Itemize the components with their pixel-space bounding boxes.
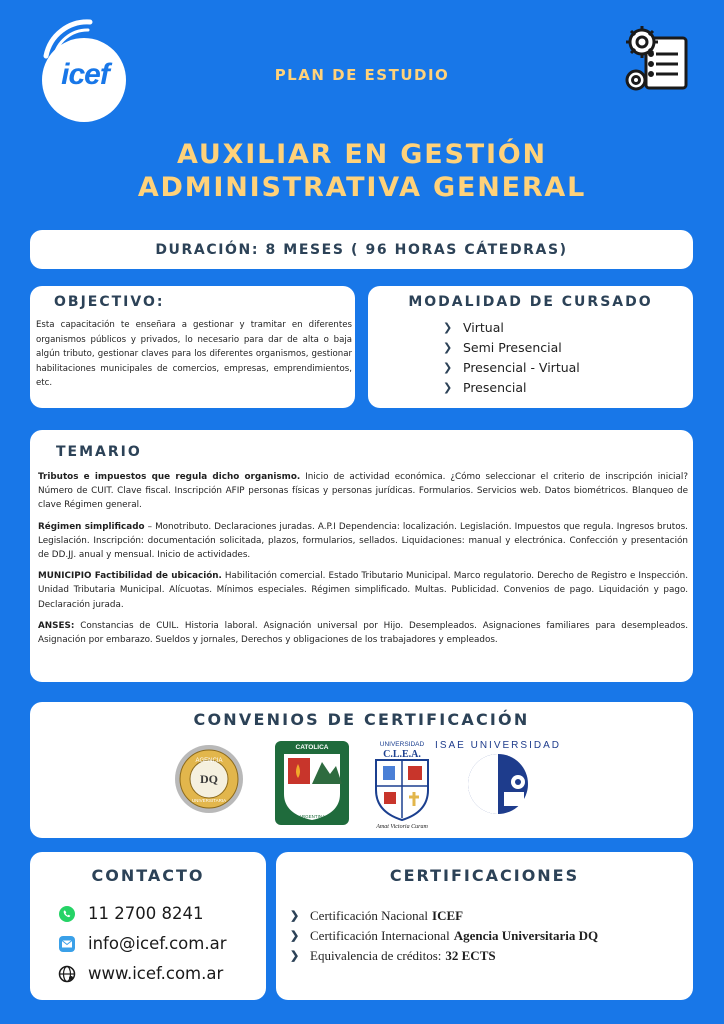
objective-title: OBJECTIVO: [54,294,165,310]
convenios-title: CONVENIOS DE CERTIFICACIÓN [193,710,530,729]
modalidad-item: Presencial - Virtual [463,360,580,375]
temario-section-heading: MUNICIPIO Factibilidad de ubicación. [38,571,222,582]
phone-number: 11 2700 8241 [88,904,204,923]
icef-logo [38,16,140,108]
temario-section-text: Habilitación comercial. Estado Tributario Municipal. Marco regulatorio. Derecho de Registro e Inspección. Unidad Tributaria Municipal. Alícuotas. Mínimos especiales. Régimen simplificado. Multas. Publicidad. Convenios de pago. Liquidación y pago. Declaración jurada. [38,571,688,610]
contacto-card [30,852,266,1000]
temario-title: TEMARIO [56,444,142,460]
email-row[interactable] [58,934,227,953]
web-row[interactable] [58,964,223,983]
modalidad-title: MODALIDAD DE CURSADO [408,294,653,310]
plan-label: PLAN DE ESTUDIO [274,66,450,84]
svg-text:CATOLICA: CATOLICA [295,744,329,751]
list-item [290,946,598,966]
temario-section-heading: Tributos e impuestos que regula dicho organismo. [38,472,301,482]
cert-text: Certificación Nacional [310,908,429,923]
list-item [443,338,580,358]
svg-text:UNIVERSITARIA: UNIVERSITARIA [191,798,227,803]
duration-card [30,230,693,269]
temario-section-text: – Monotributo. Declaraciones juradas. A.P.I Dependencia: localización. Legislación. Impuestos que regula. Ingresos brutos. Legislación. Inscripción: documentación solicitada, plazos, formularios, sellados. Liquidaciones: manual y electrónica. Confección y presentación de DD.JJ. anual y mensual. Inicio de actividades. [38,521,688,561]
chevron-right-icon: ❯ [290,950,300,962]
chevron-right-icon: ❯ [290,910,300,922]
temario-section-text: Inicio de actividad económica. ¿Cómo seleccionar el criterio de inscripción inicial? Número de CUIT. Clave fiscal. Inscripción AFIP personas físicas y personas jurídicas. Formularios. Servicios web. Datos biométricos. Blanqueo de clave Régimen general. [38,472,688,511]
certificaciones-card [276,852,693,1000]
clea-seal [370,738,434,830]
email-icon [58,935,76,953]
temario-section-text: Constancias de CUIL. Historia laboral. Asignación universal por Hijo. Desempleados. Asignaciones familiares para desempleados. Asignación por embarazo. Sueldos y jornales, Derechos y obligaciones de los trabajadores y empleados. [38,620,688,646]
chevron-right-icon: ❯ [290,930,300,942]
modalidad-item: Virtual [463,320,504,335]
contacto-title: CONTACTO [91,866,205,885]
list-item [443,378,580,398]
list-item [290,906,598,926]
title-line-2: ADMINISTRATIVA GENERAL [137,172,587,203]
temario-section [38,470,688,513]
list-item [443,358,580,378]
objective-text: Esta capacitación te enseñara a gestionar y tramitar en diferentes organismos públicos y privados, lo necesario para dar de alta o baja algún tributo, gestionar claves para los diferentes organismos, gestionar habilitaciones municipales de comercios, empresas, emprendimientos, etc. [36,320,352,388]
temario-section-heading: ANSES: [38,620,75,631]
certificaciones-list [290,906,598,966]
svg-text:UNIVERSIDAD: UNIVERSIDAD [379,741,425,748]
cert-bold: ICEF [432,908,464,923]
modalidad-card [368,286,693,408]
temario-card [30,430,693,682]
title-line-1: AUXILIAR EN GESTIÓN [177,139,547,170]
chevron-right-icon: ❯ [443,361,453,374]
convenios-card [30,702,693,838]
objective-card [30,286,355,408]
svg-text:ISAE UNIVERSIDAD: ISAE UNIVERSIDAD [435,740,561,751]
temario-section [38,520,688,563]
temario-section [38,569,688,612]
email-address: info@icef.com.ar [88,934,227,953]
cert-text: Equivalencia de créditos: [310,948,442,963]
cert-bold: Agencia Universitaria DQ [453,928,599,943]
svg-text:C.L.E.A.: C.L.E.A. [383,749,421,760]
chevron-right-icon: ❯ [443,381,453,394]
chevron-right-icon: ❯ [443,341,453,354]
logo-wordmark: icef [61,58,109,91]
svg-text:DQ: DQ [200,772,218,786]
list-item [290,926,598,946]
cert-bold: 32 ECTS [445,948,496,963]
chevron-right-icon: ❯ [443,321,453,334]
modalidad-list [443,318,580,398]
certificaciones-title: CERTIFICACIONES [389,866,580,885]
whatsapp-icon [58,905,76,923]
modalidad-item: Presencial [463,380,527,395]
temario-section [38,619,688,647]
phone-row[interactable] [58,904,203,923]
website-url: www.icef.com.ar [88,964,224,983]
list-item [443,318,580,338]
page-title [0,138,724,204]
isae-universidad-logo [435,738,561,828]
temario-section-heading: Régimen simplificado [38,521,145,532]
duration-text: DURACIÓN: 8 MESES ( 96 HORAS CÁTEDRAS) [155,241,568,258]
svg-text:ARGENTINA: ARGENTINA [298,814,326,819]
svg-text:Amat Victoria Curam: Amat Victoria Curam [376,824,428,830]
globe-icon [58,965,76,983]
svg-text:AGENCIA: AGENCIA [195,758,223,764]
temario-body [38,470,688,654]
modalidad-item: Semi Presencial [463,340,562,355]
cert-text: Certificación Internacional [310,928,450,943]
agencia-dq-seal [174,742,244,816]
catolica-cuyo-seal [274,740,350,826]
